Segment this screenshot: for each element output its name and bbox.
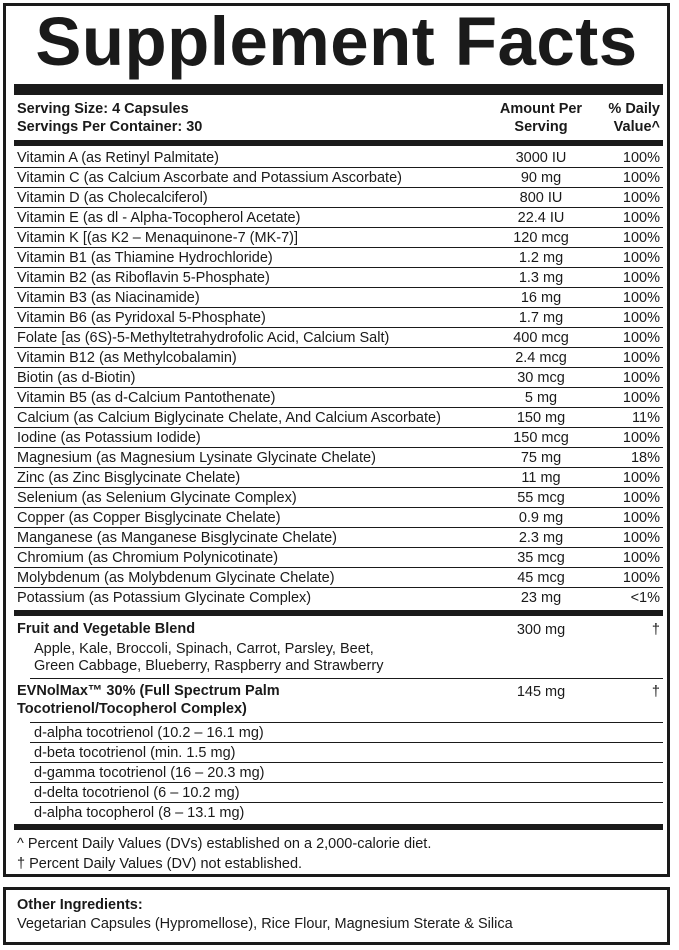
nutrient-name: Vitamin B2 (as Riboflavin 5-Phosphate) <box>17 270 270 286</box>
nutrient-amount: 5 mg <box>524 390 558 406</box>
blend-ingredients-line1: Apple, Kale, Broccoli, Spinach, Carrot, Parsley, Beet, <box>34 641 374 657</box>
nutrient-daily-value: 100% <box>622 570 660 586</box>
nutrient-name: Iodine (as Potassium Iodide) <box>17 430 201 446</box>
nutrient-amount: 11 mg <box>521 470 561 486</box>
panel-title: Supplement Facts <box>35 3 638 80</box>
nutrient-amount: 150 mcg <box>513 430 569 446</box>
evnolmax-component-name: d-alpha tocopherol (8 – 13.1 mg) <box>34 805 245 821</box>
nutrient-row <box>14 428 663 448</box>
blend-name: Fruit and Vegetable Blend <box>17 621 196 637</box>
nutrient-row <box>14 488 663 508</box>
nutrient-name: Manganese (as Manganese Bisglycinate Chelate) <box>17 530 337 546</box>
nutrient-row <box>14 148 663 168</box>
nutrient-amount: 150 mg <box>516 410 566 426</box>
nutrient-row <box>14 568 663 588</box>
nutrient-row <box>14 528 663 548</box>
nutrient-daily-value: 100% <box>622 330 660 346</box>
nutrient-daily-value: 100% <box>622 470 660 486</box>
nutrient-amount: 90 mg <box>520 170 562 186</box>
amount-header-line2: Serving <box>514 119 568 135</box>
servings-per-container: Servings Per Container: 30 <box>17 119 203 135</box>
nutrient-row <box>14 268 663 288</box>
nutrient-name: Vitamin B3 (as Niacinamide) <box>17 290 200 306</box>
nutrient-row <box>14 588 663 608</box>
nutrient-amount: 1.7 mg <box>518 310 564 326</box>
nutrient-daily-value: 100% <box>622 230 660 246</box>
evnolmax-component-row <box>30 723 663 743</box>
nutrient-row <box>14 448 663 468</box>
nutrient-name: Zinc (as Zinc Bisglycinate Chelate) <box>17 470 241 486</box>
nutrient-name: Vitamin B1 (as Thiamine Hydrochloride) <box>17 250 273 266</box>
nutrients-divider <box>14 610 663 616</box>
nutrient-row <box>14 228 663 248</box>
nutrient-row <box>14 328 663 348</box>
blend-amount: 300 mg <box>516 622 566 638</box>
nutrient-row <box>14 288 663 308</box>
evnolmax-component-name: d-delta tocotrienol (6 – 10.2 mg) <box>34 785 240 801</box>
evnolmax-component-row <box>30 803 663 823</box>
dv-header-line2: Value^ <box>613 119 660 135</box>
nutrient-row <box>14 388 663 408</box>
nutrient-daily-value: 100% <box>622 390 660 406</box>
nutrient-daily-value: 100% <box>622 170 660 186</box>
footnote-dagger: † Percent Daily Values (DV) not established. <box>17 856 303 872</box>
nutrient-row <box>14 248 663 268</box>
evnolmax-component-row <box>30 763 663 783</box>
evnolmax-component-row <box>30 743 663 763</box>
nutrient-name: Vitamin A (as Retinyl Palmitate) <box>17 150 220 166</box>
nutrient-row <box>14 468 663 488</box>
nutrient-amount: 400 mcg <box>513 330 569 346</box>
nutrient-name: Vitamin C (as Calcium Ascorbate and Potassium Ascorbate) <box>17 170 402 186</box>
nutrient-daily-value: 18% <box>630 450 660 466</box>
nutrient-daily-value: <1% <box>630 590 660 606</box>
nutrient-row <box>14 408 663 428</box>
blend-dv: † <box>651 622 660 638</box>
nutrient-row <box>14 308 663 328</box>
evnolmax-amount: 145 mg <box>516 684 566 700</box>
nutrient-amount: 800 IU <box>519 190 563 206</box>
title-divider <box>14 84 663 95</box>
nutrient-name: Calcium (as Calcium Biglycinate Chelate, And Calcium Ascorbate) <box>17 410 441 426</box>
nutrient-row <box>14 168 663 188</box>
nutrient-daily-value: 100% <box>622 350 660 366</box>
nutrient-daily-value: 100% <box>622 190 660 206</box>
other-ingredients-label: Other Ingredients: <box>17 897 143 913</box>
nutrient-amount: 2.3 mg <box>518 530 564 546</box>
dv-header-line1: % Daily <box>608 101 660 117</box>
nutrient-amount: 120 mcg <box>513 230 569 246</box>
nutrient-amount: 55 mcg <box>517 490 565 506</box>
nutrient-daily-value: 100% <box>622 550 660 566</box>
nutrient-amount: 30 mcg <box>517 370 565 386</box>
nutrient-daily-value: 100% <box>622 290 660 306</box>
nutrient-amount: 45 mcg <box>517 570 565 586</box>
nutrient-name: Vitamin B5 (as d-Calcium Pantothenate) <box>17 390 276 406</box>
nutrient-daily-value: 100% <box>622 310 660 326</box>
nutrient-daily-value: 100% <box>622 210 660 226</box>
serving-size: Serving Size: 4 Capsules <box>17 101 189 117</box>
nutrient-amount: 16 mg <box>520 290 562 306</box>
nutrient-row <box>14 208 663 228</box>
blend-ingredients-line2: Green Cabbage, Blueberry, Raspberry and Strawberry <box>34 658 384 674</box>
nutrient-daily-value: 100% <box>622 430 660 446</box>
footnote-divider <box>14 824 663 830</box>
evnolmax-dv: † <box>651 684 660 700</box>
nutrient-amount: 75 mg <box>520 450 562 466</box>
nutrient-row <box>14 508 663 528</box>
nutrient-daily-value: 100% <box>622 270 660 286</box>
evnolmax-component-name: d-beta tocotrienol (min. 1.5 mg) <box>34 745 236 761</box>
nutrient-name: Folate [as (6S)-5-Methyltetrahydrofolic Acid, Calcium Salt) <box>17 330 390 346</box>
nutrient-name: Vitamin E (as dl - Alpha-Tocopherol Acetate) <box>17 210 301 226</box>
nutrient-name: Vitamin B12 (as Methylcobalamin) <box>17 350 237 366</box>
nutrient-amount: 35 mcg <box>517 550 565 566</box>
nutrient-name: Vitamin K [(as K2 – Menaquinone-7 (MK-7)] <box>17 230 299 246</box>
nutrient-daily-value: 100% <box>622 250 660 266</box>
nutrient-name: Magnesium (as Magnesium Lysinate Glycinate Chelate) <box>17 450 376 466</box>
nutrient-row <box>14 368 663 388</box>
evnolmax-name-line1: EVNolMax™ 30% (Full Spectrum Palm <box>17 683 280 699</box>
evnolmax-component-row <box>30 783 663 803</box>
nutrient-row <box>14 348 663 368</box>
other-ingredients-text: Vegetarian Capsules (Hypromellose), Rice Flour, Magnesium Sterate & Silica <box>17 916 513 932</box>
nutrient-amount: 3000 IU <box>515 150 567 166</box>
evnolmax-component-name: d-gamma tocotrienol (16 – 20.3 mg) <box>34 765 265 781</box>
evnolmax-name-line2: Tocotrienol/Tocopherol Complex) <box>17 701 247 717</box>
blend-divider <box>30 678 663 679</box>
nutrient-name: Vitamin B6 (as Pyridoxal 5-Phosphate) <box>17 310 266 326</box>
nutrient-amount: 2.4 mcg <box>515 350 567 366</box>
nutrient-daily-value: 100% <box>622 370 660 386</box>
nutrient-name: Biotin (as d-Biotin) <box>17 370 136 386</box>
nutrient-name: Chromium (as Chromium Polynicotinate) <box>17 550 279 566</box>
nutrient-daily-value: 100% <box>622 150 660 166</box>
nutrient-daily-value: 100% <box>622 510 660 526</box>
nutrient-name: Selenium (as Selenium Glycinate Complex) <box>17 490 297 506</box>
footnote-caret: ^ Percent Daily Values (DVs) established on a 2,000-calorie diet. <box>17 836 432 852</box>
nutrient-row <box>14 548 663 568</box>
nutrient-row <box>14 188 663 208</box>
nutrient-daily-value: 100% <box>622 530 660 546</box>
nutrient-name: Molybdenum (as Molybdenum Glycinate Chelate) <box>17 570 335 586</box>
nutrient-amount: 22.4 IU <box>517 210 565 226</box>
nutrient-daily-value: 100% <box>622 490 660 506</box>
evnolmax-component-name: d-alpha tocotrienol (10.2 – 16.1 mg) <box>34 725 264 741</box>
nutrient-amount: 1.3 mg <box>518 270 564 286</box>
nutrient-amount: 23 mg <box>520 590 562 606</box>
amount-header-line1: Amount Per <box>499 101 583 117</box>
nutrient-amount: 0.9 mg <box>518 510 564 526</box>
nutrient-amount: 1.2 mg <box>518 250 564 266</box>
header-divider <box>14 140 663 146</box>
nutrient-daily-value: 11% <box>632 410 660 426</box>
nutrient-name: Potassium (as Potassium Glycinate Complex) <box>17 590 312 606</box>
nutrient-name: Vitamin D (as Cholecalciferol) <box>17 190 208 206</box>
nutrient-name: Copper (as Copper Bisglycinate Chelate) <box>17 510 281 526</box>
